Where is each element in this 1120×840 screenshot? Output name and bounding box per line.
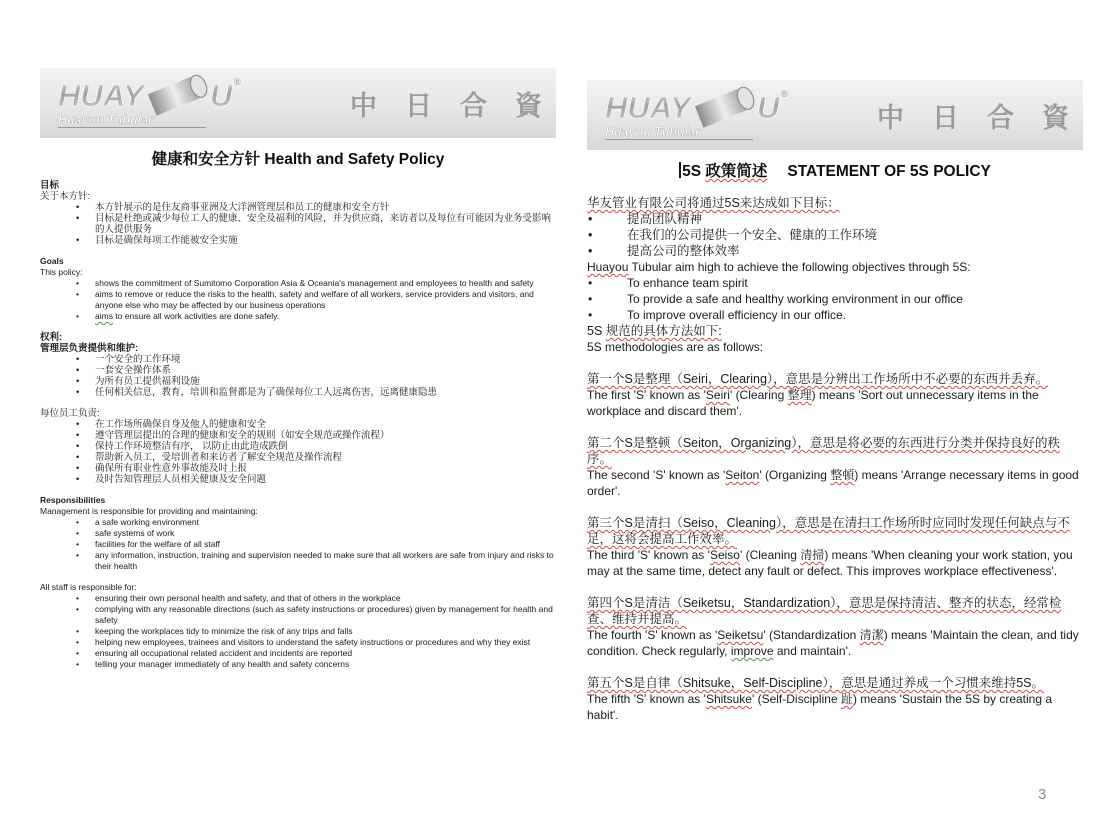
resp-en-list [40, 517, 556, 572]
list-item: • To provide a safe and healthy working environment in our office [587, 291, 1083, 307]
list-item: • safe systems of work [76, 528, 556, 539]
right-title-zh: 5S 政策简述 [682, 163, 768, 180]
goals-zh-intro: 关于本方针: [40, 191, 91, 202]
seiri-en: The first 'S' known as 'Seiri' (Clearing 整理) means 'Sort out unnecessary items in the workplace and discard them'. [587, 388, 1039, 418]
list-item: • 在工作场所确保自身及他人的健康和安全 [76, 419, 556, 430]
list-item: • aims to remove or reduce the risks to the health, safety and welfare of all workers, service providers and visitors, and anyone else who may be affected by our business operations [76, 289, 556, 311]
allstaff-en-intro: All staff is responsible for: [40, 582, 137, 592]
list-item: • 目标是杜绝或减少每位工人的健康、安全及福利的风险，并为供应商，来访者以及每位有可能因为业务受影响的人提供服务 [76, 213, 556, 235]
goals-en-list [40, 278, 556, 322]
fives-intro-en-list [587, 275, 1083, 323]
staff-zh-list [40, 419, 556, 485]
section-responsibilities-en [40, 495, 556, 572]
seiton-zh: 第二个S是整顿（Seiton，Organizing），意思是将必要的东西进行分类并保持良好的秩序。 [587, 436, 1060, 466]
resp-en-intro: Management is responsible for providing and maintaining: [40, 506, 258, 516]
left-title-zh: 健康和安全方针 [151, 151, 261, 168]
huayou-logo-graphic [54, 72, 268, 130]
page-number: 3 [1038, 786, 1047, 803]
list-item: • helping new employees, trainees and visitors to understand the safety instructions or procedures and why they exist [76, 637, 556, 648]
section-goals-en [40, 256, 556, 322]
list-item: • 为所有员工提供福利设施 [76, 376, 556, 387]
seiri-zh: 第一个S是整理（Seiri，Clearing），意思是分辨出工作场所中不必要的东西并丢弃。 [587, 372, 1049, 386]
s-item-seiketsu [587, 595, 1083, 659]
list-item: • aims to ensure all work activities are done safely. [76, 311, 556, 322]
goals-zh-list [40, 202, 556, 246]
health-safety-panel [40, 68, 570, 680]
logo-word-start: HUAY [605, 89, 691, 125]
huayou-logo-graphic [601, 84, 815, 142]
left-body [40, 180, 556, 670]
list-item: • To improve overall efficiency in our office. [587, 307, 1083, 323]
list-item: • 帮助新入员工，受培训者和来访者了解安全规范及操作流程 [76, 452, 556, 463]
list-item: • any information, instruction, training and supervision needed to make sure that all workers are safe from injury and risks to their health [76, 550, 556, 572]
list-item: • telling your manager immediately of any health and safety concerns [76, 659, 556, 670]
list-item: • 及时告知管理层人员相关健康及安全问题 [76, 474, 556, 485]
section-goals-zh [40, 180, 556, 246]
list-item: • 确保所有职业性意外事故能及时上报 [76, 463, 556, 474]
methods-zh: 5S 规范的具体方法如下: [587, 324, 722, 338]
shitsuke-en: The fifth 'S' known as 'Shitsuke' (Self-Discipline 趾) means 'Sustain the 5S by creating a habit'. [587, 692, 1053, 722]
staff-zh-intro: 每位员工负责: [40, 408, 100, 419]
section-allstaff-en [40, 582, 556, 670]
list-item: • complying with any reasonable directions (such as safety instructions or procedures) given by management for health and safety [76, 604, 556, 626]
seiso-en: The third 'S' known as 'Seiso' (Cleaning 清掃) means 'When cleaning your work station, you may at the same time, detect any fault or defect. This improves workplace effectiveness'. [587, 548, 1073, 578]
huayou-logo [601, 84, 815, 147]
list-item: • To enhance team spirit [587, 275, 1083, 291]
list-item: • shows the commitment of Sumitomo Corporation Asia & Oceania's management and employees to health and safety [76, 278, 556, 289]
s-item-shitsuke [587, 675, 1083, 723]
goals-en-intro: This policy: [40, 267, 83, 277]
list-item: • keeping the workplaces tidy to minimize the risk of any trips and falls [76, 626, 556, 637]
methods-en: 5S methodologies are as follows: [587, 340, 764, 354]
right-title [587, 159, 1083, 181]
list-item: • ensuring their own personal health and safety, and that of others in the workplace [76, 593, 556, 604]
list-item: • 在我们的公司提供一个安全、健康的工作环境 [587, 227, 1083, 243]
shitsuke-zh: 第五个S是自律（Shitsuke，Self-Discipline），意思是通过养成一个习惯来维持5S。 [587, 676, 1045, 690]
fives-intro-en: Huayou Tubular aim high to achieve the following objectives through 5S: [587, 260, 971, 274]
rights-zh-list [40, 354, 556, 398]
right-title-en: STATEMENT OF 5S POLICY [787, 163, 991, 180]
seiton-en: The second 'S' known as 'Seiton' (Organizing 整頓) means 'Arrange necessary items in good order'. [587, 468, 1079, 498]
list-item: • facilities for the welfare of all staff [76, 539, 556, 550]
logo-word-start: HUAY [58, 77, 144, 113]
list-item: • 遵守管理层提出的合理的健康和安全的规则（如安全规范或操作流程） [76, 430, 556, 441]
logo-tagline: Huayou Tubular [605, 124, 700, 139]
seiketsu-zh: 第四个S是清洁（Seiketsu，Standardization），意思是保持清洁、整齐的状态，经常检查、维持并提高。 [587, 596, 1062, 626]
list-item: • 任何相关信息，教育，培训和监督都是为了确保每位工人远离伤害，远离健康隐患 [76, 387, 556, 398]
list-item: • a safe working environment [76, 517, 556, 528]
allstaff-en-list [40, 593, 556, 670]
section-staff-zh [40, 408, 556, 485]
list-item: • 本方针展示的是住友商事亚洲及大洋洲管理层和员工的健康和安全方针 [76, 202, 556, 213]
fives-intro-zh: 华友管业有限公司将通过5S来达成如下目标： [587, 196, 840, 210]
registered-mark: ® [234, 76, 241, 87]
joint-venture-text: 中日合資 [350, 90, 570, 121]
right-logo-band [587, 80, 1097, 150]
seiketsu-en: The fourth 'S' known as 'Seiketsu' (Standardization 清潔) means 'Maintain the clean, and tidy condition. Check regularly, improve and maintain'. [587, 628, 1079, 658]
s-item-seiton [587, 435, 1083, 499]
s-item-seiri [587, 371, 1083, 419]
pipe-cylinder-icon [148, 72, 210, 115]
left-title [40, 147, 556, 169]
pipe-cylinder-icon [695, 84, 757, 127]
joint-venture-text: 中日合資 [877, 102, 1097, 133]
list-item: • ensuring all occupational related accident and incidents are reported [76, 648, 556, 659]
fives-intro-zh-list [587, 211, 1083, 259]
left-title-en: Health and Safety Policy [264, 151, 445, 168]
logo-word-end: U [210, 77, 233, 113]
seiso-zh: 第三个S是清扫（Seiso，Cleaning），意思是在清扫工作场所时应同时发现任何缺点与不足，这将会提高工作效率。 [587, 516, 1070, 546]
right-body [587, 195, 1083, 723]
list-item: • 一套安全操作体系 [76, 365, 556, 376]
text-cursor [679, 162, 681, 178]
list-item: • 提高公司的整体效率 [587, 243, 1083, 259]
huayou-logo [54, 72, 268, 135]
section-rights-zh [40, 332, 556, 398]
logo-word-end: U [757, 89, 780, 125]
list-item: • 保持工作环境整洁有序， 以防止由此造成跌倒 [76, 441, 556, 452]
list-item: • 提高团队精神 [587, 211, 1083, 227]
resp-en-heading: Responsibilities [40, 495, 106, 505]
rights-zh-heading: 权利: [40, 332, 63, 343]
list-item: • 目标是确保每项工作能被安全实施 [76, 235, 556, 246]
rights-zh-subheading: 管理层负责提供和维护: [40, 343, 139, 354]
logo-tagline: Huayou Tubular [58, 112, 153, 127]
registered-mark: ® [781, 88, 788, 99]
goals-zh-heading: 目标 [40, 180, 60, 191]
list-item: • 一个安全的工作环境 [76, 354, 556, 365]
left-logo-band [40, 68, 570, 138]
s-item-seiso [587, 515, 1083, 579]
goals-en-heading: Goals [40, 256, 64, 266]
fives-policy-panel [587, 80, 1097, 723]
